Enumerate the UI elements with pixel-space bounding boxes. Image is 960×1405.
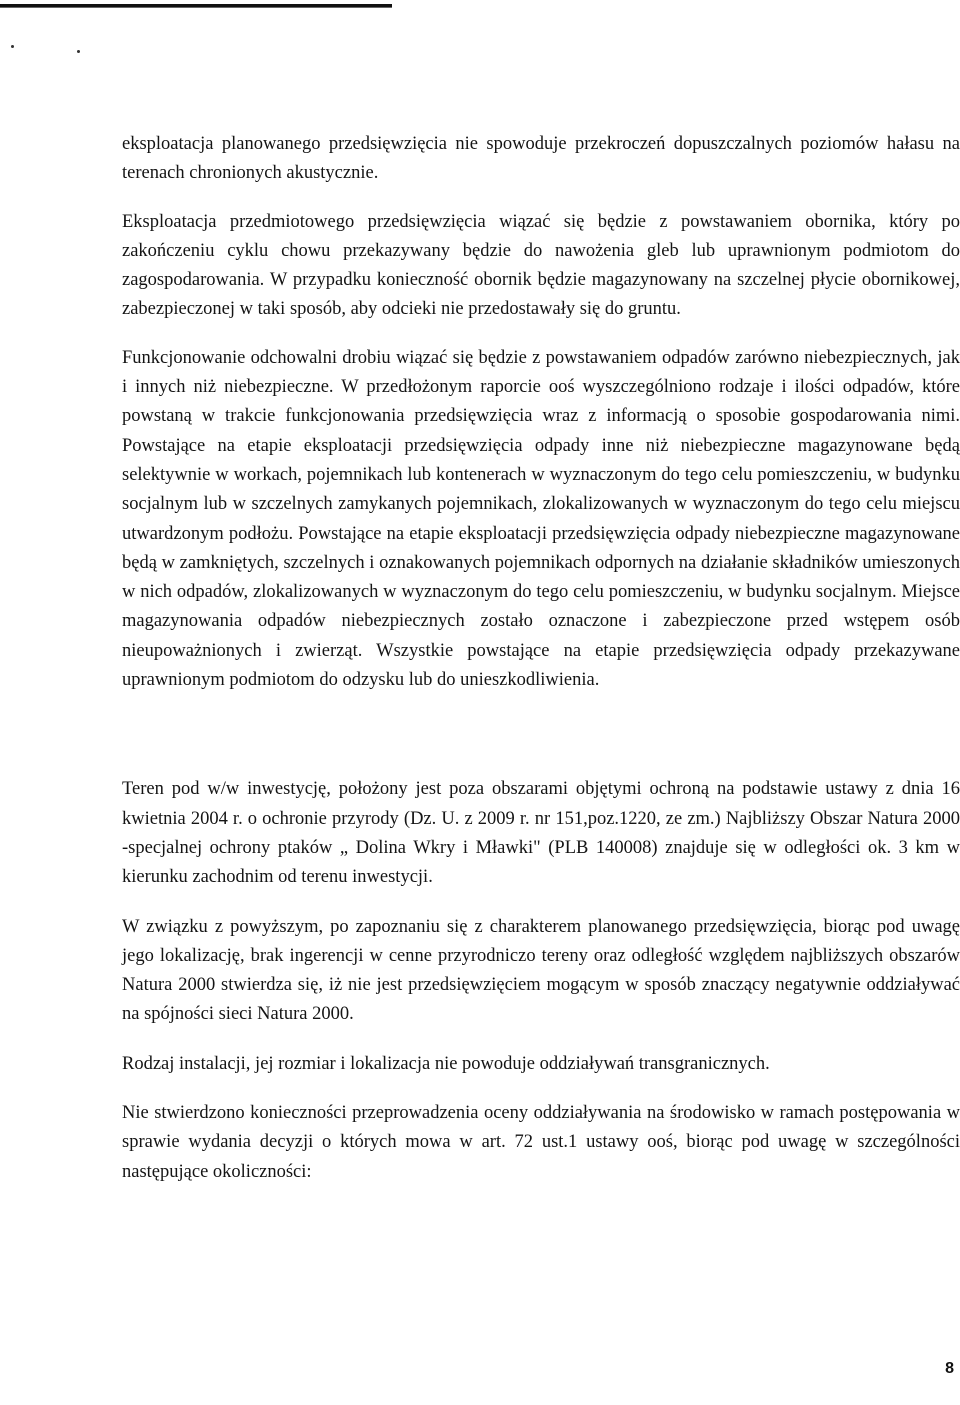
- document-body: [122, 130, 960, 1187]
- scan-speck: [77, 50, 80, 53]
- paragraph-manure-management: Eksploatacja przedmiotowego przedsięwzięcia wiązać się będzie z powstawaniem obornika, który po zakończeniu cyklu chowu przekazywany będzie do nawożenia gleb lub uprawnionym podmiotom do zagospodarowania. W przypadku konieczność obornik będzie magazynowany na szczelnej płycie obornikowej, zabezpieczonej w taki sposób, aby odcieki nie przedostawały się do gruntu.: [122, 211, 960, 320]
- paragraph-noise-conclusion: eksploatacja planowanego przedsięwzięcia nie spowoduje przekroczeń dopuszczalnych poziomów hałasu na terenach chronionych akustycznie.: [122, 134, 960, 184]
- scan-top-rule-shadow: [0, 7, 392, 8]
- paragraph-transboundary-impact: Rodzaj instalacji, jej rozmiar i lokalizacja nie powoduje oddziaływań transgranicznych.: [122, 1053, 770, 1074]
- paragraph-protected-areas: Teren pod w/w inwestycję, położony jest poza obszarami objętymi ochroną na podstawie ustawy z dnia 16 kwietnia 2004 r. o ochronie przyrody (Dz. U. z 2009 r. nr 151,poz.1220, ze zm.) Najbliższy Obszar Natura 2000 -specjalnej ochrony ptaków „ Dolina Wkry i Mławki" (PLB 140008) znajduje się w odległości ok. 3 km w kierunku zachodnim od terenu inwestycji.: [122, 779, 960, 888]
- paragraph-waste-management: Funkcjonowanie odchowalni drobiu wiązać się będzie z powstawaniem odpadów zarówno niebezpiecznych, jak i innych niż niebezpieczne. W przedłożonym raporcie ooś wyszczególniono rodzaje i ilości odpadów, które powstaną w trakcie funkcjonowania przedsięwzięcia wraz z informacją o sposobie gospodarowania nimi. Powstające na etapie eksploatacji przedsięwzięcia odpady inne niż niebezpieczne magazynowane będą selektywnie w workach, pojemnikach lub kontenerach w wyznaczonym do tego celu pomieszczeniu, w budynku socjalnym lub w szczelnych zamykanych pojemnikach, zlokalizowanych w wyznaczonym do tego celu miejscu utwardzonym podłożu. Powstające na etapie eksploatacji przedsięwzięcia odpady niebezpieczne magazynowane będą w zamkniętych, szczelnych i oznakowanych pojemnikach odpornych na działanie składników umieszonych w nich odpadów, zlokalizowanych w wyznaczonym do tego celu pomieszczeniu, w budynku socjalnym. Miejsce magazynowania odpadów niebezpiecznych zostało oznaczone i zabezpieczone przed wstępem osób nieupoważnionych i zwierząt. Wszystkie powstające na etapie przedsięwzięcia odpady przekazywane uprawnionym podmiotom do odzysku lub do unieszkodliwienia.: [122, 347, 960, 691]
- page-number: 8: [945, 1360, 954, 1377]
- paragraph-natura-2000-assessment: W związku z powyższym, po zapoznaniu się z charakterem planowanego przedsięwzięcia, biorąc pod uwagę jego lokalizację, brak ingerencji w cenne przyrodniczo tereny oraz odległość względem najbliższych obszarów Natura 2000 stwierdza się, iż nie jest przedsięwzięciem mogącym w sposób znaczący negatywnie oddziaływać na spójności sieci Natura 2000.: [122, 916, 960, 1025]
- paragraph-eia-not-required: Nie stwierdzono konieczności przeprowadzenia oceny oddziaływania na środowisko w ramach postępowania w sprawie wydania decyzji o których mowa w art. 72 ust.1 ustawy ooś, biorąc pod uwagę w szczególności następujące okoliczności:: [122, 1103, 960, 1182]
- scan-speck: [11, 45, 14, 48]
